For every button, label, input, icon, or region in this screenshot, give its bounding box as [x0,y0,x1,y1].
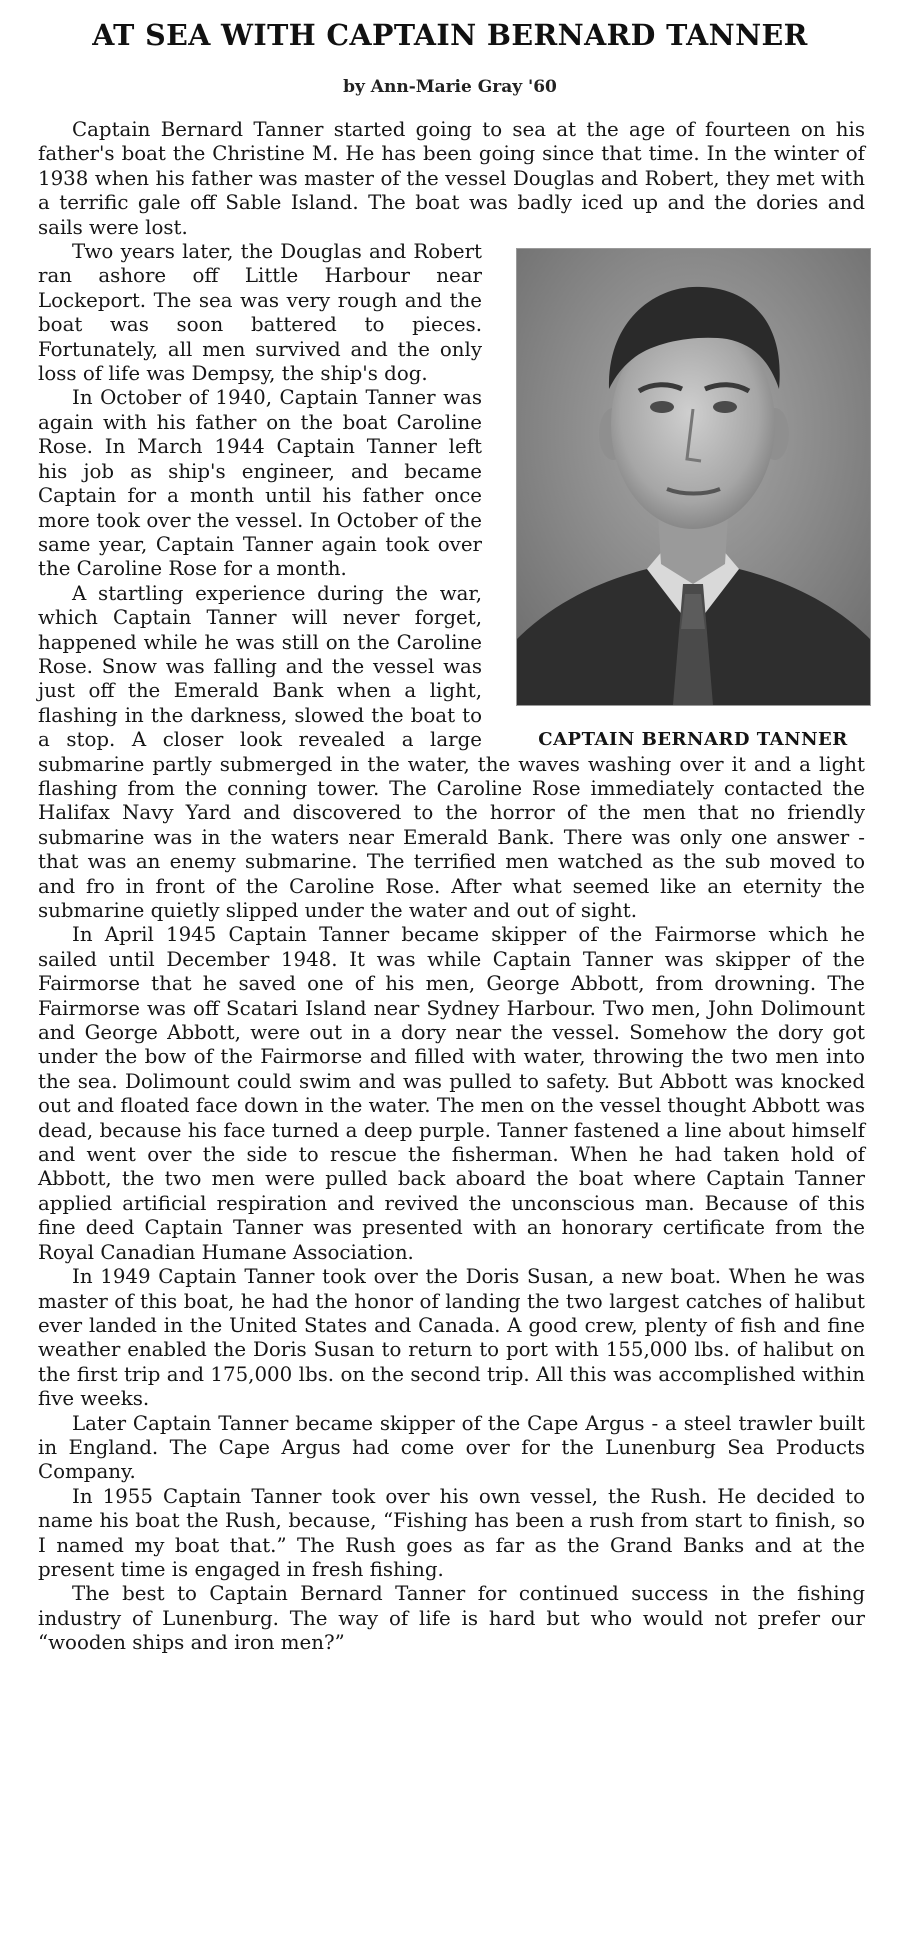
paragraph-4: A startling experience during the war, which Captain Tanner will never forget, happened while he was still on the Caroline Rose. Snow was falling and the vessel was just off the Emerald Bank when a light, flashing in the darkness, slowed the boat to a stop. A closer look revealed a large submarine partly submerged in the water, the waves washing over it and a light flashing from the conning tower. The Caroline Rose immediately contacted the Halifax Navy Yard and discovered to the horror of the men that no friendly submarine was in the waters near Emerald Bank. There was only one answer - that was an enemy submarine. The terrified men watched as the sub moved to and fro in front of the Caroline Rose. After what seemed like an eternity the submarine quietly slipped under the water and out of sight. [38,581,865,922]
paragraph-3: In October of 1940, Captain Tanner was again with his father on the boat Caroline Rose. In March 1944 Captain Tanner left his job as ship's engineer, and became Captain for a month until his father once more took over the vessel. In October of the same year, Captain Tanner again took over the Caroline Rose for a month. [38,386,482,581]
captain-portrait-photo [516,248,871,706]
paragraph-2: Two years later, the Douglas and Robert ran ashore off Little Harbour near Lockeport. The sea was very rough and the boat was soon battered to pieces. Fortunately, all men survived and the only loss of life was Dempsy, the ship's dog. [38,240,482,386]
article-byline: by Ann-Marie Gray '60 [343,77,557,97]
paragraph-1: Captain Bernard Tanner started going to sea at the age of fourteen on his father's boat the Christine M. He has been going since that time. In the winter of 1938 when his father was master of the vessel Douglas and Robert, they met with a terrific gale off Sable Island. The boat was badly iced up and the dories and sails were lost. [38,118,865,239]
paragraph-5: In April 1945 Captain Tanner became skipper of the Fairmorse which he sailed until December 1948. It was while Captain Tanner was skipper of the Fairmorse that he saved one of his men, George Abbott, from drowning. The Fairmorse was off Scatari Island near Sydney Harbour. Two men, John Dolimount and George Abbott, were out in a dory near the vessel. Somehow the dory got under the bow of the Fairmorse and filled with water, throwing the two men into the sea. Dolimount could swim and was pulled to safety. But Abbott was knocked out and floated face down in the water. The men on the vessel thought Abbott was dead, because his face turned a deep purple. Tanner fastened a line about himself and went over the side to rescue the fisherman. When he had taken hold of Abbott, the two men were pulled back aboard the boat where Captain Tanner applied artificial respiration and revived the unconscious man. Because of this fine deed Captain Tanner was presented with an honorary certificate from the Royal Canadian Humane Association. [38,923,865,1264]
paragraph-6: In 1949 Captain Tanner took over the Doris Susan, a new boat. When he was master of this boat, he had the honor of landing the two largest catches of halibut ever landed in the United States and Canada. A good crew, plenty of fish and fine weather enabled the Doris Susan to return to port with 155,000 lbs. of halibut on the first trip and 175,000 lbs. on the second trip. All this was accomplished within five weeks. [38,1265,865,1411]
paragraph-8: In 1955 Captain Tanner took over his own vessel, the Rush. He decided to name his boat the Rush, because, “Fishing has been a rush from start to finish, so I named my boat that.” The Rush goes as far as the Grand Banks and at the present time is engaged in fresh fishing. [38,1484,865,1581]
photo-caption: CAPTAIN BERNARD TANNER [538,729,848,751]
paragraph-7: Later Captain Tanner became skipper of the Cape Argus - a steel trawler built in England. The Cape Argus had come over for the Lunenburg Sea Products Company. [38,1411,865,1484]
photo-figure [502,248,884,752]
article-body [38,118,865,1656]
article-title: AT SEA WITH CAPTAIN BERNARD TANNER [92,18,808,52]
paragraph-9: The best to Captain Bernard Tanner for continued success in the fishing industry of Lunenburg. The way of life is hard but who would not prefer our “wooden ships and iron men?” [38,1582,865,1655]
